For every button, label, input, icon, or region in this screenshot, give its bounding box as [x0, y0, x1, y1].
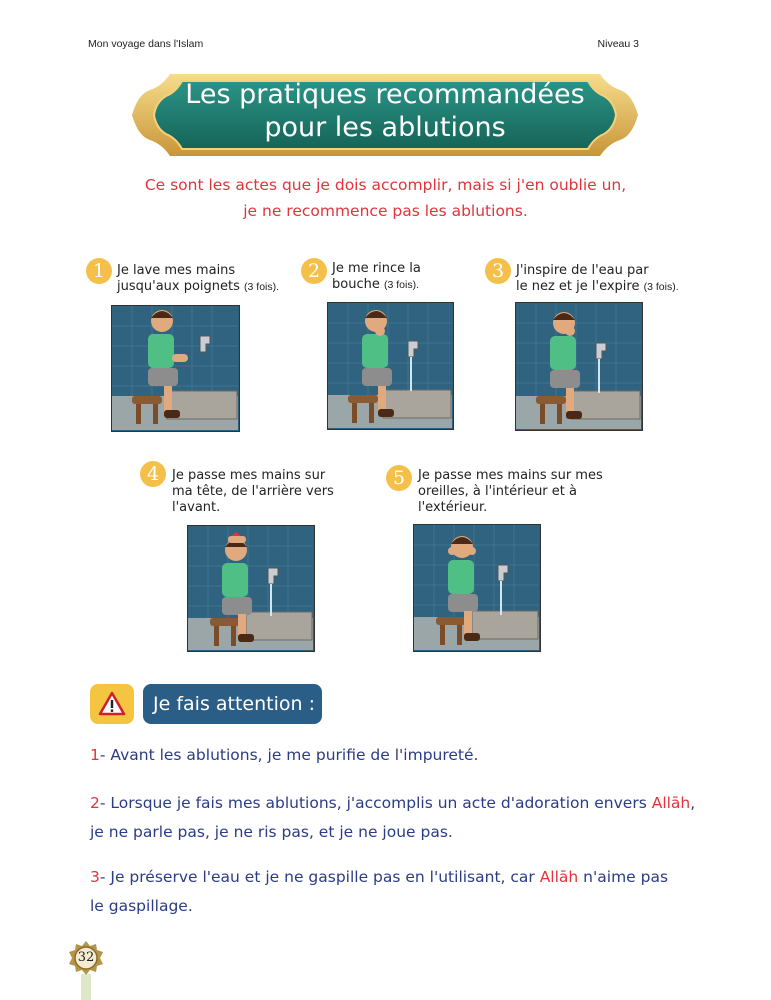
point-3-line1: 3- Je préserve l'eau et je ne gaspille pas en l'utilisant, car Allāh n'aime pas: [90, 868, 669, 886]
title-banner: [130, 72, 640, 158]
warning-badge: [90, 684, 134, 724]
step-number-2: 2: [301, 258, 327, 284]
illustration-wipe-head: [187, 525, 315, 652]
banner-title-line1: Les pratiques recommandées: [185, 79, 585, 110]
illustration-wash-hands: [111, 305, 240, 432]
illustration-rinse-mouth: [327, 302, 454, 430]
page-number-ribbon: [81, 974, 91, 1000]
header-level: Niveau 3: [597, 38, 639, 50]
attention-heading: Je fais attention :: [143, 684, 322, 724]
illustration-wipe-ears: [413, 524, 541, 652]
step-number-5: 5: [386, 465, 412, 491]
point-2-line2: je ne parle pas, je ne ris pas, et je ne joue pas.: [90, 823, 453, 841]
page-number: 32: [77, 950, 95, 965]
step-number-4: 4: [140, 461, 166, 487]
step-text-2: Je me rince la bouche (3 fois).: [332, 261, 421, 292]
header-book-title: Mon voyage dans l'Islam: [88, 38, 204, 50]
step-text-4: Je passe mes mains sur ma tête, de l'arrière vers l'avant.: [172, 468, 334, 515]
step-text-3: J'inspire de l'eau par le nez et je l'expire (3 fois).: [516, 263, 679, 294]
illustration-nose-rinse: [515, 302, 643, 431]
point-2-line1: 2- Lorsque je fais mes ablutions, j'accomplis un acte d'adoration envers Allāh,: [90, 794, 696, 812]
step-text-5: Je passe mes mains sur mes oreilles, à l'intérieur et à l'extérieur.: [418, 468, 603, 515]
step-number-1: 1: [86, 258, 112, 284]
step-number-3: 3: [485, 258, 511, 284]
intro-line2: je ne recommence pas les ablutions.: [243, 202, 528, 220]
banner-title-line2: pour les ablutions: [264, 112, 506, 143]
warning-icon: [98, 690, 126, 718]
point-3-line2: le gaspillage.: [90, 897, 193, 915]
intro-line1: Ce sont les actes que je dois accomplir, mais si j'en oublie un,: [144, 176, 627, 194]
point-1: 1- Avant les ablutions, je me purifie de l'impureté.: [90, 746, 479, 764]
step-text-1: Je lave mes mains jusqu'aux poignets (3 fois).: [117, 263, 280, 294]
